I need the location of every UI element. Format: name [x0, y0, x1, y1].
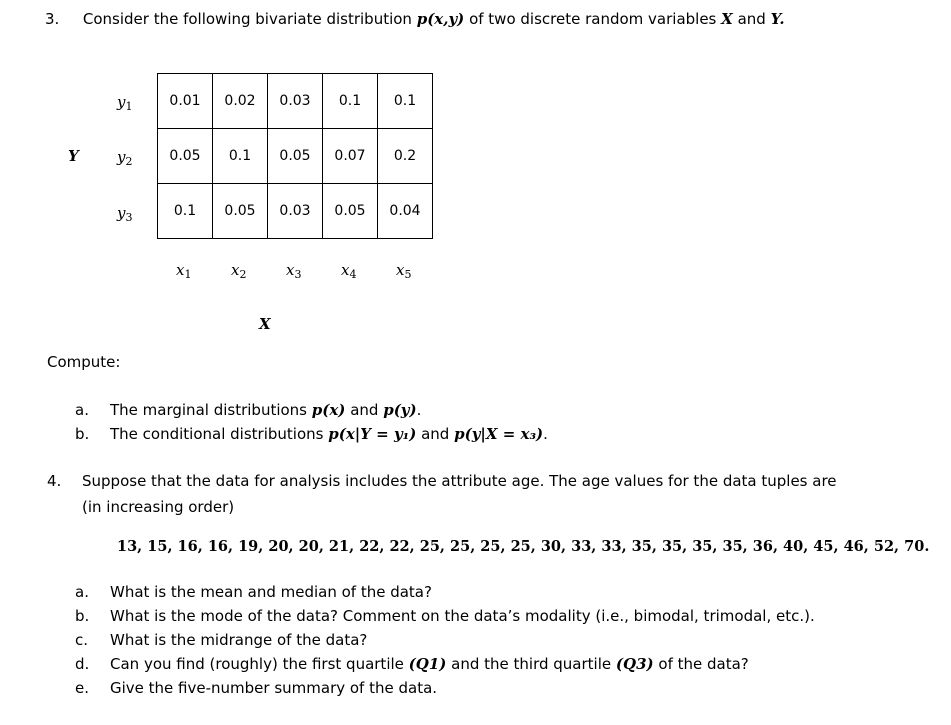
formula: (Q3): [615, 655, 654, 673]
q3-text2: of two discrete random variables: [469, 10, 717, 28]
table-cell: 0.2: [378, 129, 433, 184]
q3-and: and: [737, 10, 766, 28]
item-letter: b.: [75, 607, 90, 625]
table-cell: 0.03: [268, 184, 323, 239]
q3-text: Consider the following bivariate distribution: [82, 10, 412, 28]
table-cell: 0.02: [213, 74, 268, 129]
q4-item-a: a. What is the mean and median of the data?: [75, 583, 432, 601]
q3-item-b: b. The conditional distributions p(x|Y = y₁) and p(y|X = x₃).: [75, 425, 548, 443]
item-letter: b.: [75, 425, 90, 443]
table-cell: 0.01: [158, 74, 213, 129]
table-cell: 0.07: [323, 129, 378, 184]
table-cell: 0.03: [268, 74, 323, 129]
row-label-2: $y_2$: [117, 148, 133, 168]
x-axis-label: X: [259, 315, 271, 333]
compute-label: Compute:: [47, 353, 121, 371]
table-cell: 0.05: [158, 129, 213, 184]
formula: p(y|X = x₃): [454, 425, 544, 443]
q4-line-1: 4. Suppose that the data for analysis includes the attribute age. The age values for the data tuples are: [47, 472, 837, 490]
col-label-5: $x_5$: [396, 261, 412, 281]
q3-number: 3.: [45, 10, 60, 28]
table-cell: 0.04: [378, 184, 433, 239]
formula: (Q1): [408, 655, 447, 673]
row-label-3: $y_3$: [117, 204, 133, 224]
q4-item-b: b. What is the mode of the data? Comment on the data’s modality (i.e., bimodal, trimodal, etc.).: [75, 607, 815, 625]
row-label-1: $y_1$: [117, 93, 133, 113]
table-row: [158, 74, 433, 129]
q4-item-d: d. Can you find (roughly) the first quartile (Q1) and the third quartile (Q3) of the data?: [75, 655, 749, 673]
col-label-4: $x_4$: [341, 261, 357, 281]
q3-var-x: X: [721, 10, 733, 28]
q4-item-c: c. What is the midrange of the data?: [75, 631, 368, 649]
table-cell: 0.05: [213, 184, 268, 239]
item-letter: a.: [75, 401, 89, 419]
table-cell: 0.1: [323, 74, 378, 129]
table-row: [158, 184, 433, 239]
col-label-1: $x_1$: [176, 261, 192, 281]
q3-heading: [45, 10, 785, 28]
q4-number: 4.: [47, 472, 62, 490]
table-cell: 0.1: [378, 74, 433, 129]
q3-item-a: a. The marginal distributions p(x) and p(y).: [75, 401, 422, 419]
q4-line-2: (in increasing order): [82, 498, 235, 516]
col-label-2: $x_2$: [231, 261, 247, 281]
y-axis-label: Y: [68, 147, 79, 165]
table-cell: 0.1: [158, 184, 213, 239]
q3-func: p(x,y): [416, 10, 465, 28]
formula: p(x): [311, 401, 346, 419]
table-cell: 0.1: [213, 129, 268, 184]
formula: p(x|Y = y₁): [328, 425, 417, 443]
q3-var-y: Y.: [770, 10, 785, 28]
table-cell: 0.05: [268, 129, 323, 184]
item-letter: c.: [75, 631, 89, 649]
formula: p(y): [383, 401, 417, 419]
item-letter: d.: [75, 655, 90, 673]
age-data: 13, 15, 16, 16, 19, 20, 20, 21, 22, 22, 25, 25, 25, 25, 30, 33, 33, 35, 35, 35, 35, 36, 40, 45, 46, 52, 70.: [117, 538, 930, 555]
col-label-3: $x_3$: [286, 261, 302, 281]
item-letter: e.: [75, 679, 89, 697]
table-row: [158, 129, 433, 184]
q4-item-e: e. Give the five-number summary of the data.: [75, 679, 438, 697]
table-cell: 0.05: [323, 184, 378, 239]
item-letter: a.: [75, 583, 89, 601]
probability-table: [157, 73, 433, 239]
